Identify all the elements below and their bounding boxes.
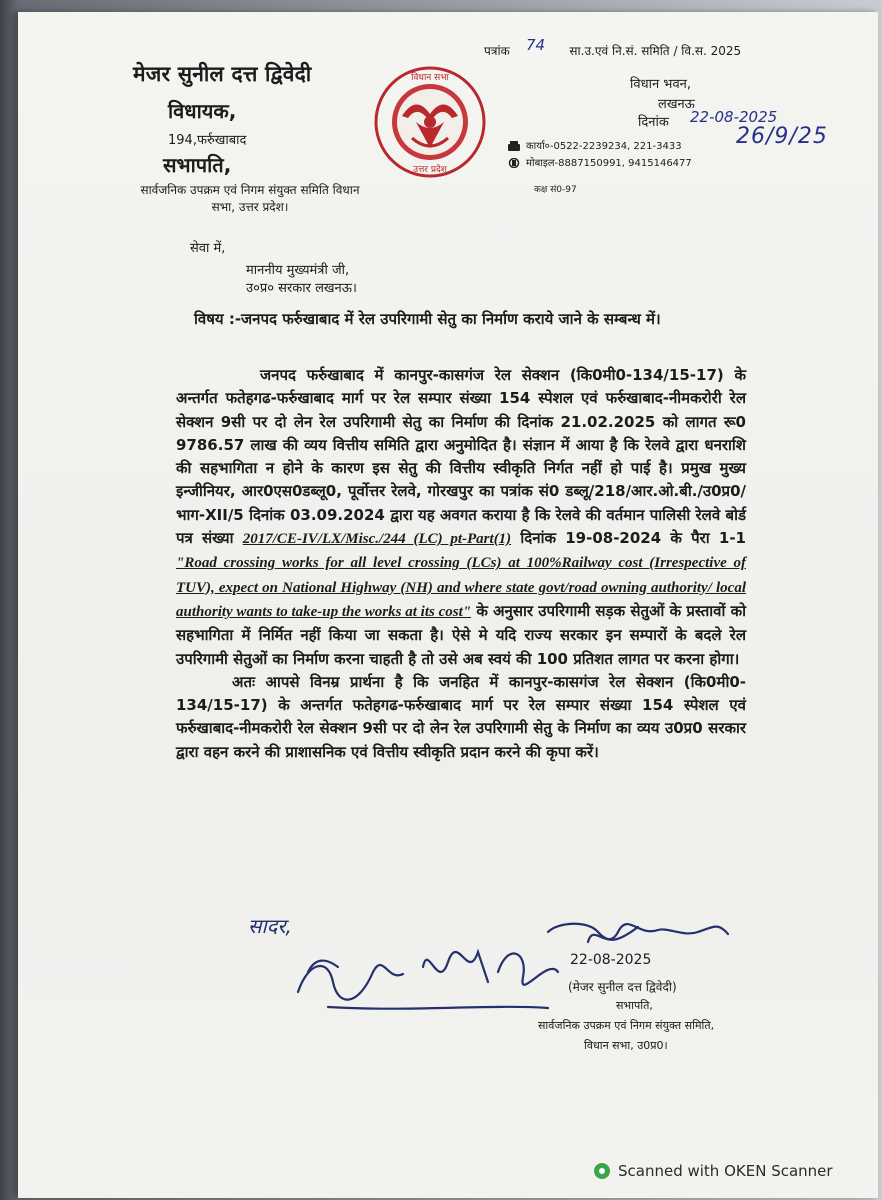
letter-body — [176, 364, 746, 764]
received-date-handwritten: 26/9/25 — [736, 124, 828, 149]
office-room: कक्ष सं0-97 — [534, 185, 577, 195]
reference-line — [484, 42, 741, 59]
sender-title: विधायक, — [168, 99, 237, 123]
office-mobile — [508, 155, 692, 169]
reference-prefix: पत्रांक — [484, 44, 510, 58]
scanner-watermark — [594, 1162, 833, 1180]
sender-name: मेजर सुनील दत्त द्विवेदी — [133, 62, 312, 86]
signatory-committee: सार्वजनिक उपक्रम एवं निगम संयुक्त समिति, — [538, 1019, 715, 1032]
scanner-watermark-text: Scanned with OKEN Scanner — [618, 1162, 833, 1180]
sender-constituency: 194,फर्रुखाबाद — [168, 133, 247, 148]
signature-date: 22-08-2025 — [570, 952, 652, 968]
office-phone — [508, 138, 682, 152]
svg-text:उत्तर प्रदेश: उत्तर प्रदेश — [413, 165, 447, 175]
signatory-role: सभापति, — [616, 999, 653, 1012]
reference-number-handwritten: 74 — [526, 36, 546, 54]
office-name: विधान भवन, — [630, 77, 692, 92]
phone-icon — [508, 141, 520, 151]
office-mobile-text: मोबाइल-8887150991, 9415146477 — [526, 158, 692, 169]
body-paragraph-2: अतः आपसे विनम्र प्रार्थना है कि जनहित में कानपुर-कासगंज रेल सेक्शन (कि0मी0-134/15-17) के अन्तर्गत फतेहगढ-फर्रुखाबाद मार्ग पर रेल सम्पार संख्या 154 स्पेशल एवं फर्रुखाबाद-नीमकरोरी रेल सेक्शन 9सी पर दो लेन रेल उपरिगामी सेतु के निर्माण का व्यय उ0प्र0 सरकार द्वारा वहन करने की प्राशासनिक एवं वित्तीय स्वीकृति प्रदान करने की कृपा करें। — [176, 672, 746, 761]
signatory-house: विधान सभा, उ0प्र0। — [584, 1039, 668, 1052]
date-label: दिनांक — [638, 115, 669, 130]
letter-page — [18, 12, 878, 1198]
handwritten-signature-icon — [288, 912, 768, 1022]
vidhan-sabha-emblem-icon — [372, 64, 488, 180]
body-p1-text-b: दिनांक 19-08-2024 के पैरा 1-1 — [520, 529, 746, 548]
body-paragraph-1 — [176, 364, 746, 671]
recipient-address: उ०प्र० सरकार लखनऊ। — [246, 281, 357, 296]
reference-suffix: सा.उ.एवं नि.सं. समिति / वि.स. 2025 — [569, 44, 742, 58]
office-city: लखनऊ — [658, 97, 695, 112]
body-p1-text-a: जनपद फर्रुखाबाद में कानपुर-कासगंज रेल सेक्शन (कि0मी0-134/15-17) के अन्तर्गत फतेहगढ-फर्रुखाबाद मार्ग पर रेल सम्पार संख्या 154 स्पेशल एवं फर्रुखाबाद-नीमकरोरी रेल सेक्शन 9सी पर दो लेन रेल उपरिगामी सेतु का निर्माण की दिनांक 21.02.2025 को लागत रू0 9786.57 लाख की व्यय वित्तीय समिति द्वारा अनुमोदित है। संज्ञान में आया है कि रेलवे द्वारा धनराशि की सहभागिता न होने के कारण इस सेतु की वित्तीय स्वीकृति निर्गत नहीं हो पाई है। प्रमुख मुख्य इन्जीनियर, आर0एस0डब्लू0, पूर्वोत्तर रेलवे, गोरखपुर का पत्रांक सं0 डब्लू/218/आर.ओ.बी./उ0प्र0/भाग-XII/5 दिनांक 03.09.2024 द्वारा यह अवगत कराया है कि रेलवे की वर्तमान पालिसी रेलवे बोर्ड पत्र संख्या — [176, 366, 746, 548]
sender-role: सभापति, — [163, 153, 232, 177]
svg-text:विधान सभा: विधान सभा — [411, 73, 449, 83]
subject-line: विषय :-जनपद फर्रुखाबाद में रेल उपरिगामी सेतु का निर्माण कराये जाने के सम्बन्ध में। — [194, 310, 661, 328]
railway-board-reference: 2017/CE-IV/LX/Misc./244 (LC) pt-Part(1) — [242, 531, 512, 548]
body-p1-text-c: के अनुसार उपरिगामी सड़क सेतुओं के प्रस्तावों को सहभागिता में निर्मित नहीं किया जा सकता है। ऐसे मे यदि राज्य सरकार इन सम्पारों के बदले रेल उपरिगामी सेतुओं का निर्माण करना चाहती है तो उसे अब स्वयं की 100 प्रतिशत लागत पर करना होगा। — [176, 601, 746, 668]
recipient-name: माननीय मुख्यमंत्री जी, — [246, 263, 350, 278]
sender-committee: सार्वजनिक उपक्रम एवं निगम संयुक्त समिति विधान सभा, उत्तर प्रदेश। — [140, 183, 360, 214]
mobile-icon — [508, 158, 520, 168]
regards-handwritten: सादर, — [248, 914, 292, 938]
office-phone-text: कार्या०-0522-2239234, 221-3433 — [526, 141, 682, 152]
signatory-name: (मेजर सुनील दत्त द्विवेदी) — [568, 980, 677, 994]
policy-quote: "Road crossing works for all level crossing (LCs) at 100%Railway cost (Irrespective of TUV), expect on National Highway (NH) and where state govt/road owning authority/ local authority wants to take-up the works at its cost" — [176, 555, 746, 620]
date-handwritten: 22-08-2025 — [690, 108, 778, 126]
salutation: सेवा में, — [190, 241, 226, 256]
oken-scanner-logo-icon — [594, 1163, 610, 1179]
